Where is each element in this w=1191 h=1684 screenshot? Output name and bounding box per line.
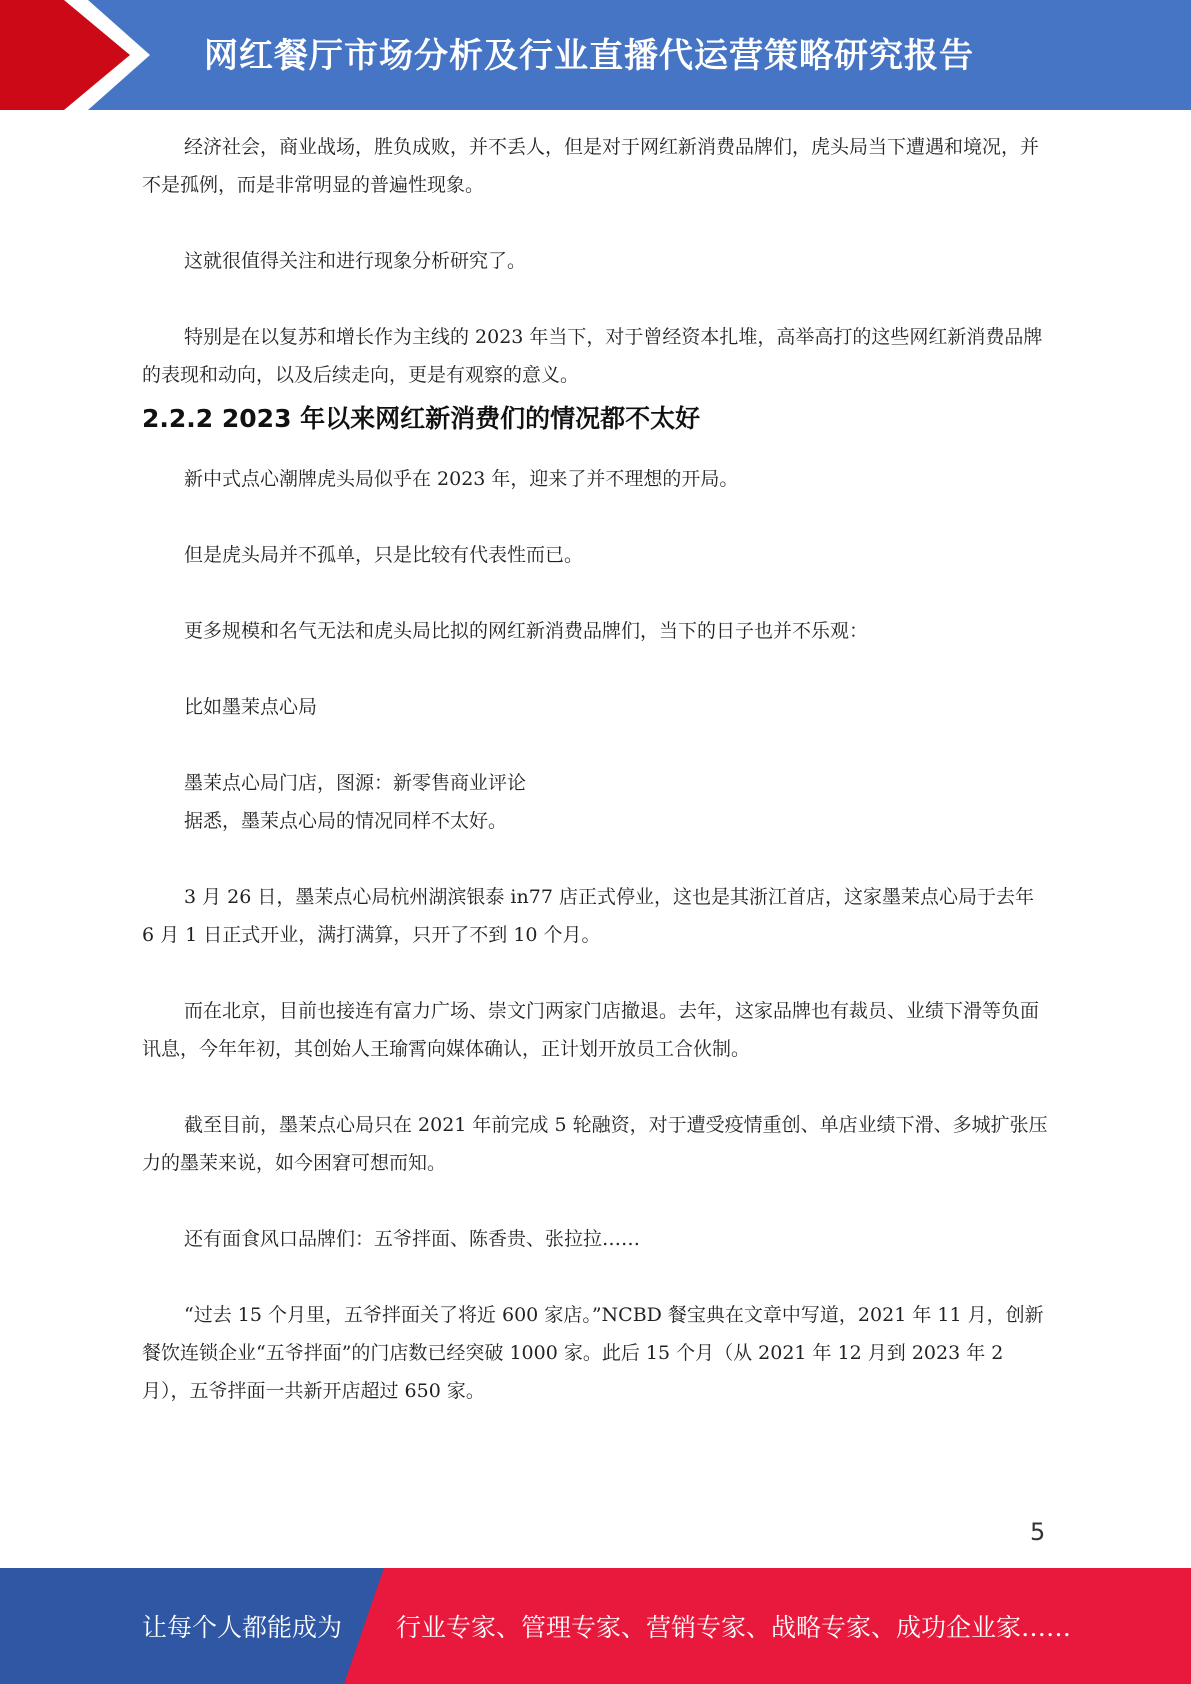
paragraph: 比如墨茉点心局 (184, 696, 318, 718)
paragraph: 这就很值得关注和进行现象分析研究了。 (184, 250, 527, 272)
paragraph: 更多规模和名气无法和虎头局比拟的网红新消费品牌们，当下的日子也并不乐观： (184, 620, 869, 642)
paragraph: 但是虎头局并不孤单，只是比较有代表性而已。 (184, 544, 584, 566)
page-number: 5 (1030, 1518, 1046, 1546)
paragraph: 据悉，墨茉点心局的情况同样不太好。 (184, 810, 508, 832)
paragraph: “过去 15 个月里，五爷拌面关了将近 600 家店。”NCBD 餐宝典在文章中写道，2021 年 11 月，创新餐饮连锁企业“五爷拌面”的门店数已经突破 1000 家。此后 15 个月（从 2021 年 12 月到 2023 年 2 月），五爷拌面一共新开店超过 650 家。 (142, 1304, 1044, 1402)
paragraph: 而在北京，目前也接连有富力广场、崇文门两家门店撤退。去年，这家品牌也有裁员、业绩下滑等负面讯息，今年年初，其创始人王瑜霄向媒体确认，正计划开放员工合伙制。 (142, 1000, 1040, 1060)
paragraph: 经济社会，商业战场，胜负成败，并不丢人，但是对于网红新消费品牌们，虎头局当下遭遇和境况，并不是孤例，而是非常明显的普遍性现象。 (142, 136, 1040, 196)
paragraph: 新中式点心潮牌虎头局似乎在 2023 年，迎来了并不理想的开局。 (184, 468, 739, 490)
footer-slogan-right: 行业专家、管理专家、营销专家、战略专家、成功企业家…… (396, 1613, 1072, 1642)
paragraph: 还有面食风口品牌们：五爷拌面、陈香贵、张拉拉…… (184, 1228, 641, 1250)
paragraph: 特别是在以复苏和增长作为主线的 2023 年当下，对于曾经资本扎堆，高举高打的这些网红新消费品牌的表现和动向，以及后续走向，更是有观察的意义。 (142, 326, 1043, 386)
page-footer (0, 1568, 1191, 1684)
footer-slogan-left: 让每个人都能成为 (142, 1613, 343, 1642)
image-caption: 墨茉点心局门店，图源：新零售商业评论 (184, 772, 527, 794)
paragraph: 3 月 26 日，墨茉点心局杭州湖滨银泰 in77 店正式停业，这也是其浙江首店，这家墨茉点心局于去年 6 月 1 日正式开业，满打满算，只开了不到 10 个月。 (142, 886, 1034, 946)
page-header (0, 0, 1191, 110)
section-heading: 2.2.2 2023 年以来网红新消费们的情况都不太好 (142, 404, 701, 433)
document-body (142, 128, 1050, 1410)
header-arrow-decoration (0, 0, 160, 110)
paragraph: 截至目前，墨茉点心局只在 2021 年前完成 5 轮融资，对于遭受疫情重创、单店业绩下滑、多城扩张压力的墨茉来说，如今困窘可想而知。 (142, 1114, 1048, 1174)
report-title: 网红餐厅市场分析及行业直播代运营策略研究报告 (204, 36, 974, 76)
